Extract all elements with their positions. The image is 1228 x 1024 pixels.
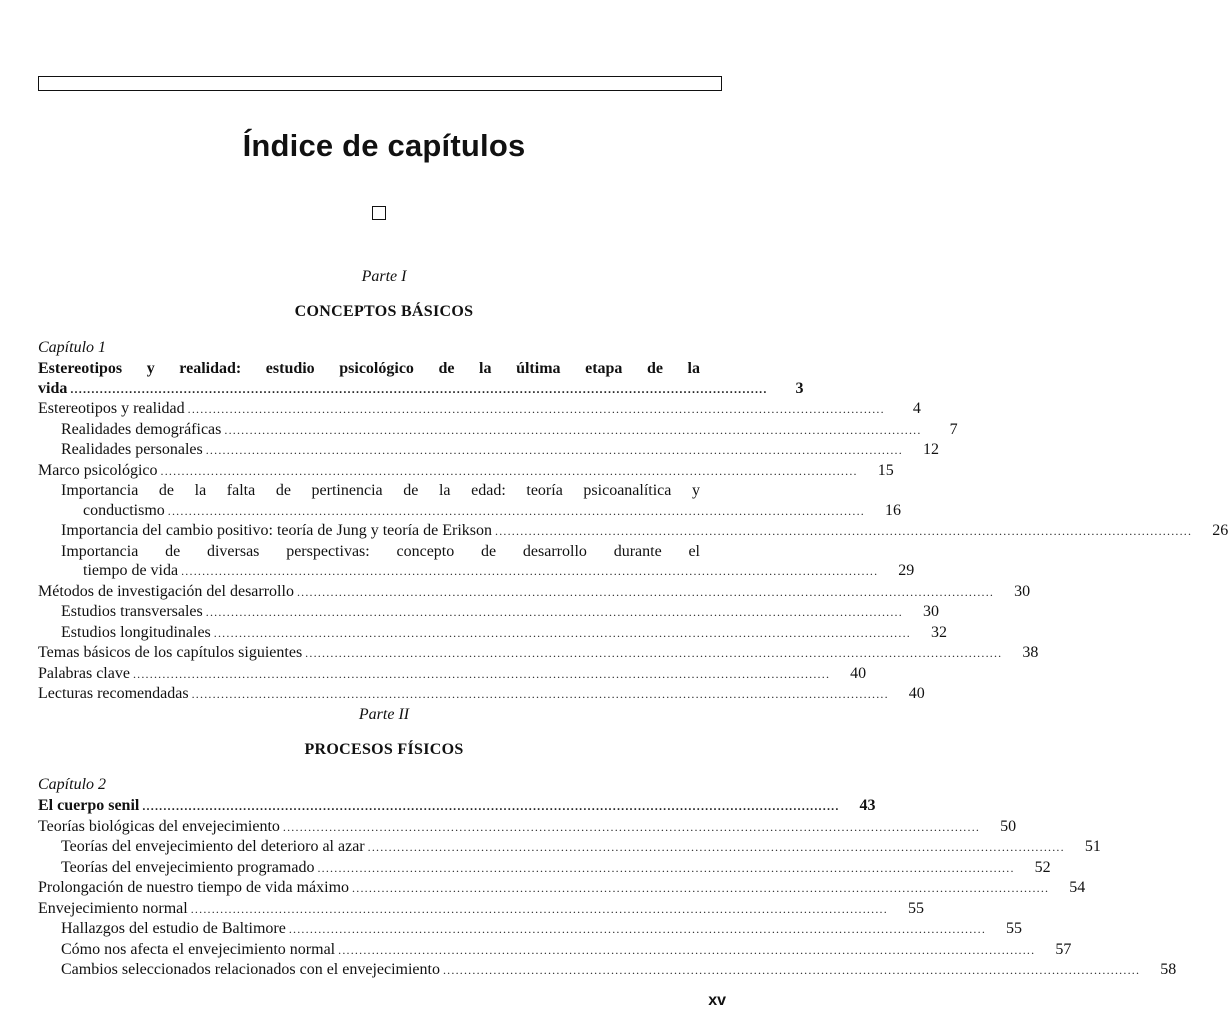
toc-entry[interactable] [38,899,924,920]
chapter-label: Capítulo 1 [38,339,107,356]
toc-page-number: 55 [1006,920,1023,937]
leader-dots: ...................................................................................................................................................................... [205,605,903,619]
leader-dots: ...................................................................................................................................................................... [288,922,987,936]
toc-page-number: 30 [922,603,939,620]
leader-dots: ...................................................................................................................................................................... [296,584,995,599]
leader-dots: ...................................................................................................................................................................... [442,963,1141,977]
top-rule-box [38,76,722,91]
toc-entry[interactable] [38,521,1228,542]
toc-page-number: 30 [1014,582,1031,600]
toc-page-number: 12 [922,441,939,458]
toc-page-number: 50 [1000,817,1017,835]
page-title: Índice de capítulos [242,128,526,163]
toc-entry[interactable] [38,359,804,399]
toc-entry[interactable] [38,664,867,685]
toc-entry-text: Métodos de investigación del desarrollo [38,582,294,600]
leader-dots: ...................................................................................................................................................................... [190,901,888,916]
toc-entry-text: Estudios longitudinales [61,623,211,641]
toc-page-number: 52 [1034,858,1051,876]
toc-page-number: 15 [877,461,894,479]
leader-dots: ...................................................................................................................................................................... [181,564,879,578]
toc-entry-text: Estudios transversales [61,603,203,620]
toc-entry[interactable] [38,643,1039,664]
leader-dots: ...................................................................................................................................................................... [205,443,903,457]
toc-page-number: 38 [1022,644,1039,661]
toc-entry-text: vida [38,379,68,397]
toc-entry-text: Importancia del cambio positivo: teoría de Jung y teoría de Erikson [61,522,492,539]
toc-entry[interactable] [38,623,947,644]
toc-page-number: 43 [859,797,876,814]
toc-entry[interactable] [38,399,921,420]
toc-entry-text: Palabras clave [38,664,130,682]
leader-dots: ...................................................................................................................................................................... [132,666,831,681]
toc-entry-text: Teorías biológicas del envejecimiento [38,817,280,835]
leader-dots: ...................................................................................................................................................................... [352,881,1050,895]
toc-entry-text: Cómo nos afecta el envejecimiento normal [61,940,336,958]
toc-entry-text: Teorías del envejecimiento programado [61,858,315,876]
toc-page-number: 40 [850,664,867,682]
part-label: Parte II [358,706,410,723]
page-number: xv [708,992,726,1009]
toc-entry-text: Teorías del envejecimiento del deterioro al azar [61,838,365,855]
toc-entry-text: Envejecimiento normal [38,899,188,917]
toc-entry-text: Realidades personales [61,441,203,458]
leader-dots: ...................................................................................................................................................................... [495,524,1193,538]
toc-page-number: 40 [908,685,925,702]
toc-entry-text: Estereotipos y realidad [38,400,185,417]
leader-dots: ...................................................................................................................................................................... [282,819,981,834]
toc-page-number: 32 [930,623,947,641]
toc-entry[interactable] [38,461,894,482]
leader-dots: ...................................................................................................................................................................... [224,422,922,437]
toc-entry[interactable] [38,481,901,521]
toc-entry[interactable] [38,878,1086,899]
toc-entry[interactable] [38,684,925,705]
toc-list-part-1 [38,359,1228,705]
toc-entry-first-line: Importancia de diversas perspectivas: concepto de desarrollo durante el [61,542,700,560]
leader-dots: ...................................................................................................................................................................... [338,942,1036,957]
toc-page-number: 3 [795,379,804,397]
leader-dots: ...................................................................................................................................................................... [187,402,885,416]
leader-dots: ...................................................................................................................................................................... [167,503,865,518]
toc-page-number: 26 [1212,522,1228,539]
toc-entry-text: Marco psicológico [38,461,158,479]
toc-entry-first-line: Importancia de la falta de pertinencia de la edad: teoría psicoanalítica y [61,482,700,499]
toc-entry[interactable] [38,960,1177,981]
toc-entry[interactable] [38,940,1072,961]
toc-entry[interactable] [38,858,1051,879]
part-label: Parte I [361,268,407,285]
toc-entry-text: El cuerpo senil [38,797,140,814]
leader-dots: ...................................................................................................................................................................... [367,840,1065,854]
toc-entry[interactable] [38,817,1017,838]
toc-entry-first-line: Estereotipos y realidad: estudio psicológico de la última etapa de la [38,360,700,377]
toc-entry[interactable] [38,440,939,461]
chapter-label: Capítulo 2 [38,776,107,793]
leader-dots: ...................................................................................................................................................................... [305,646,1003,660]
toc-entry-text: Cambios seleccionados relacionados con el envejecimiento [61,961,440,978]
toc-page-number: 4 [912,400,921,417]
toc-entry-text: conductismo [83,501,165,519]
toc-entry[interactable] [38,796,876,817]
toc-entry-text: Lecturas recomendadas [38,685,189,702]
leader-dots: ...................................................................................................................................................................... [317,860,1015,875]
toc-entry-text: tiempo de vida [83,562,179,579]
ornament-square [372,206,386,220]
toc-page-number: 57 [1055,940,1072,958]
toc-page-number: 51 [1084,838,1101,855]
toc-page-number: 16 [884,501,901,519]
toc-entry[interactable] [38,919,1023,940]
toc-entry[interactable] [38,420,958,441]
part-title: PROCESOS FÍSICOS [304,741,464,758]
leader-dots: ...................................................................................................................................................................... [160,463,858,478]
toc-entry-text: Realidades demográficas [61,420,222,438]
toc-page-number: 58 [1160,961,1177,978]
leader-dots: ...................................................................................................................................................................... [70,381,768,396]
toc-list-part-2 [38,796,1177,981]
toc-page-number: 54 [1069,879,1086,896]
leader-dots: ...................................................................................................................................................................... [191,687,889,701]
leader-dots: ...................................................................................................................................................................... [142,799,840,813]
toc-page-number: 29 [898,562,915,579]
toc-entry-text: Temas básicos de los capítulos siguientes [38,644,303,661]
toc-page-number: 55 [907,899,924,917]
part-title: CONCEPTOS BÁSICOS [294,303,474,320]
toc-entry[interactable] [38,542,915,582]
toc-entry-text: Prolongación de nuestro tiempo de vida máximo [38,879,350,896]
toc-entry-text: Hallazgos del estudio de Baltimore [61,920,286,937]
toc-page-number: 7 [949,420,958,438]
toc-entry[interactable] [38,602,939,623]
toc-entry[interactable] [38,582,1031,603]
toc-entry[interactable] [38,837,1101,858]
leader-dots: ...................................................................................................................................................................... [213,625,911,640]
